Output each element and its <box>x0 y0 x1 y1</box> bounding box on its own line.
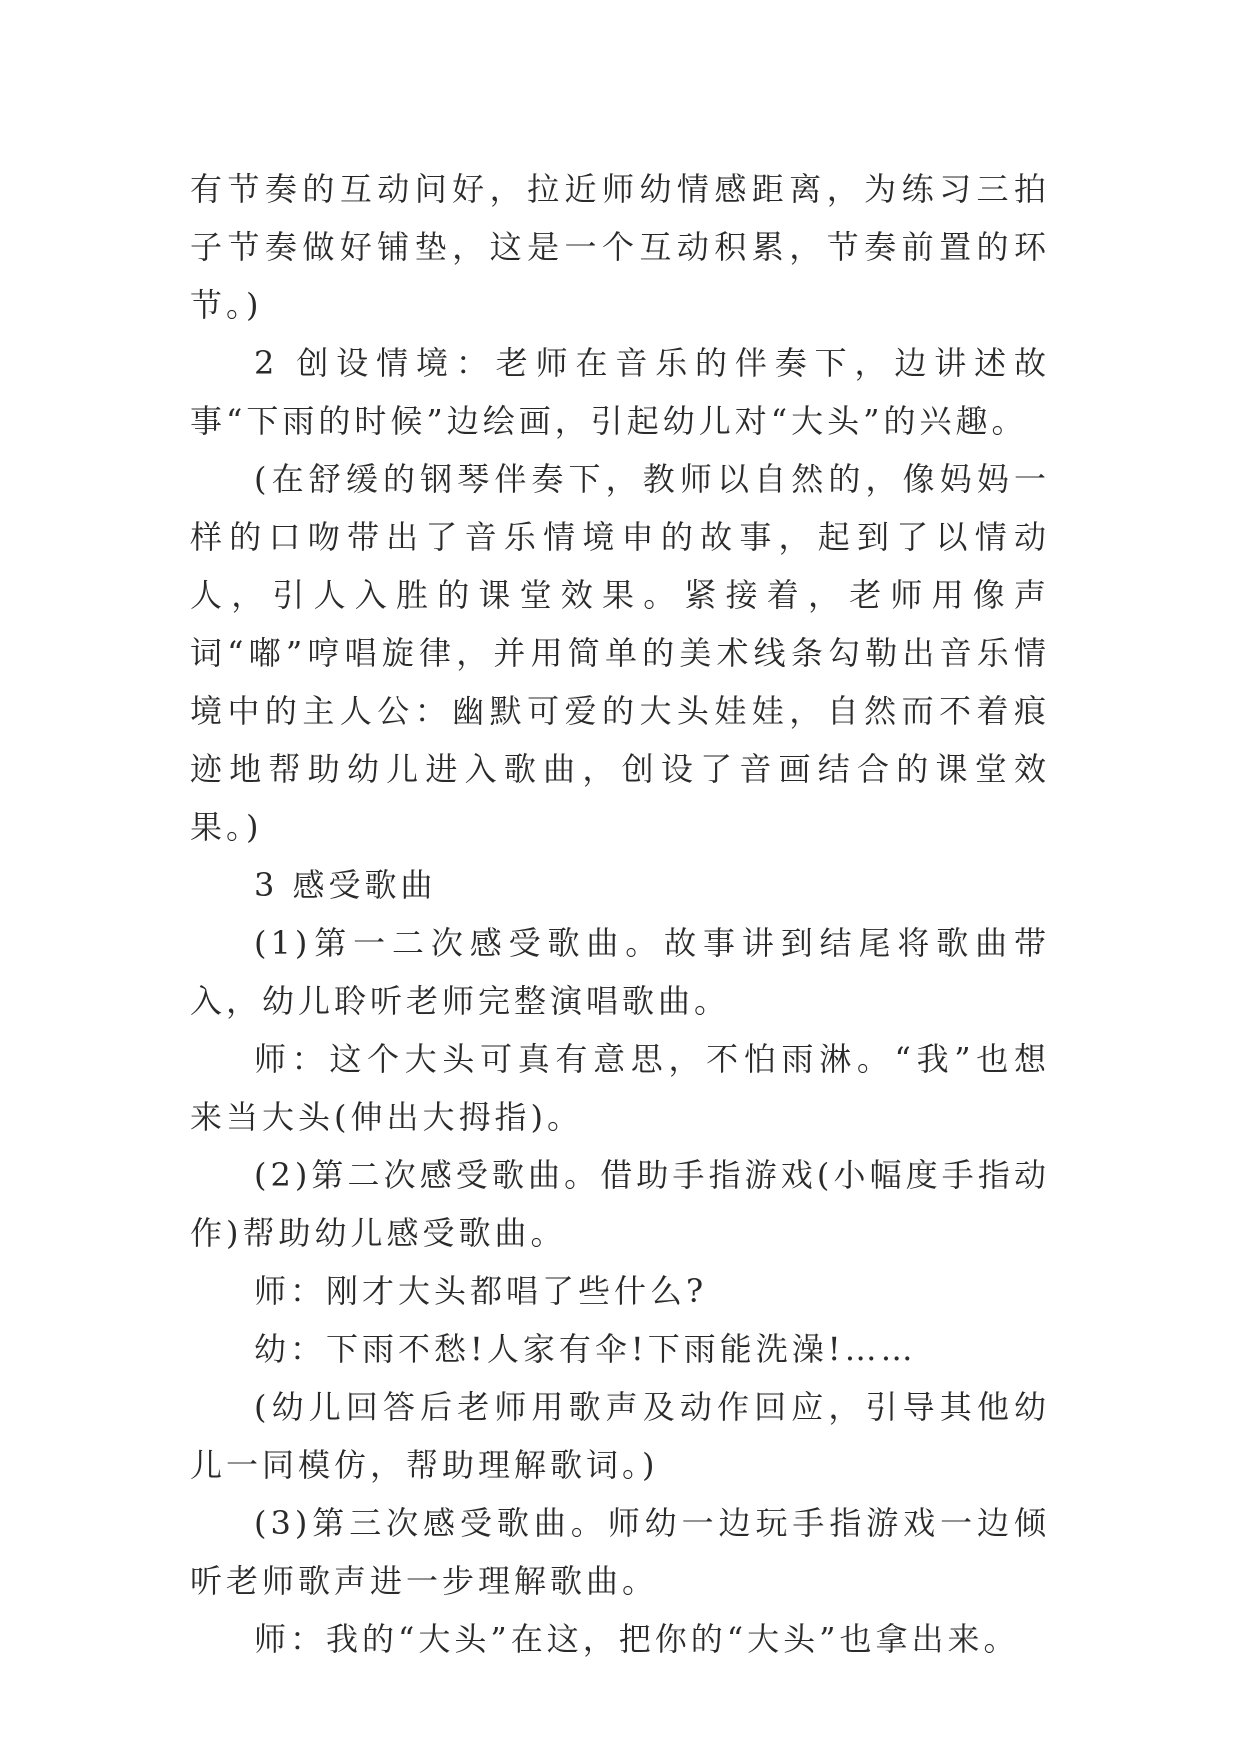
paragraph-first-listening: (1)第一二次感受歌曲。故事讲到结尾将歌曲带入，幼儿聆听老师完整演唱歌曲。 <box>190 924 1050 1020</box>
paragraph-scene-commentary: (在舒缓的钢琴伴奏下，教师以自然的，像妈妈一样的口吻带出了音乐情境申的故事，起到了以情动人，引人入胜的课堂效果。紧接着，老师用像声词“嘟”哼唱旋律，并用简单的美术线条勾勒出音乐情境中的主人公：幽默可爱的大头娃娃，自然而不着痕迹地帮助幼儿进入歌曲，创设了音画结合的课堂效果。) <box>190 460 1050 846</box>
dialogue-child-1: 幼：下雨不愁!人家有伞!下雨能洗澡!…… <box>254 1330 917 1368</box>
paragraph-continuation: 有节奏的互动问好，拉近师幼情感距离，为练习三拍子节奏做好铺垫，这是一个互动积累，节奏前置的环节。) <box>190 170 1050 324</box>
paragraph-response-commentary: (幼儿回答后老师用歌声及动作回应，引导其他幼儿一同模仿，帮助理解歌词。) <box>190 1388 1050 1484</box>
dialogue-teacher-3: 师：我的“大头”在这，把你的“大头”也拿出来。 <box>254 1620 1020 1658</box>
dialogue-teacher-1: 师：这个大头可真有意思，不怕雨淋。“我”也想来当大头(伸出大拇指)。 <box>190 1040 1050 1136</box>
paragraph-create-scene: 2 创设情境：老师在音乐的伴奏下，边讲述故事“下雨的时候”边绘画，引起幼儿对“大头”的兴趣。 <box>190 344 1050 440</box>
section-heading-feel-song: 3 感受歌曲 <box>254 866 437 904</box>
document-body <box>190 160 1050 1668</box>
paragraph-third-listening: (3)第三次感受歌曲。师幼一边玩手指游戏一边倾听老师歌声进一步理解歌曲。 <box>190 1504 1050 1600</box>
paragraph-second-listening: (2)第二次感受歌曲。借助手指游戏(小幅度手指动作)帮助幼儿感受歌曲。 <box>190 1156 1050 1252</box>
dialogue-teacher-2: 师：刚才大头都唱了些什么? <box>254 1272 708 1310</box>
